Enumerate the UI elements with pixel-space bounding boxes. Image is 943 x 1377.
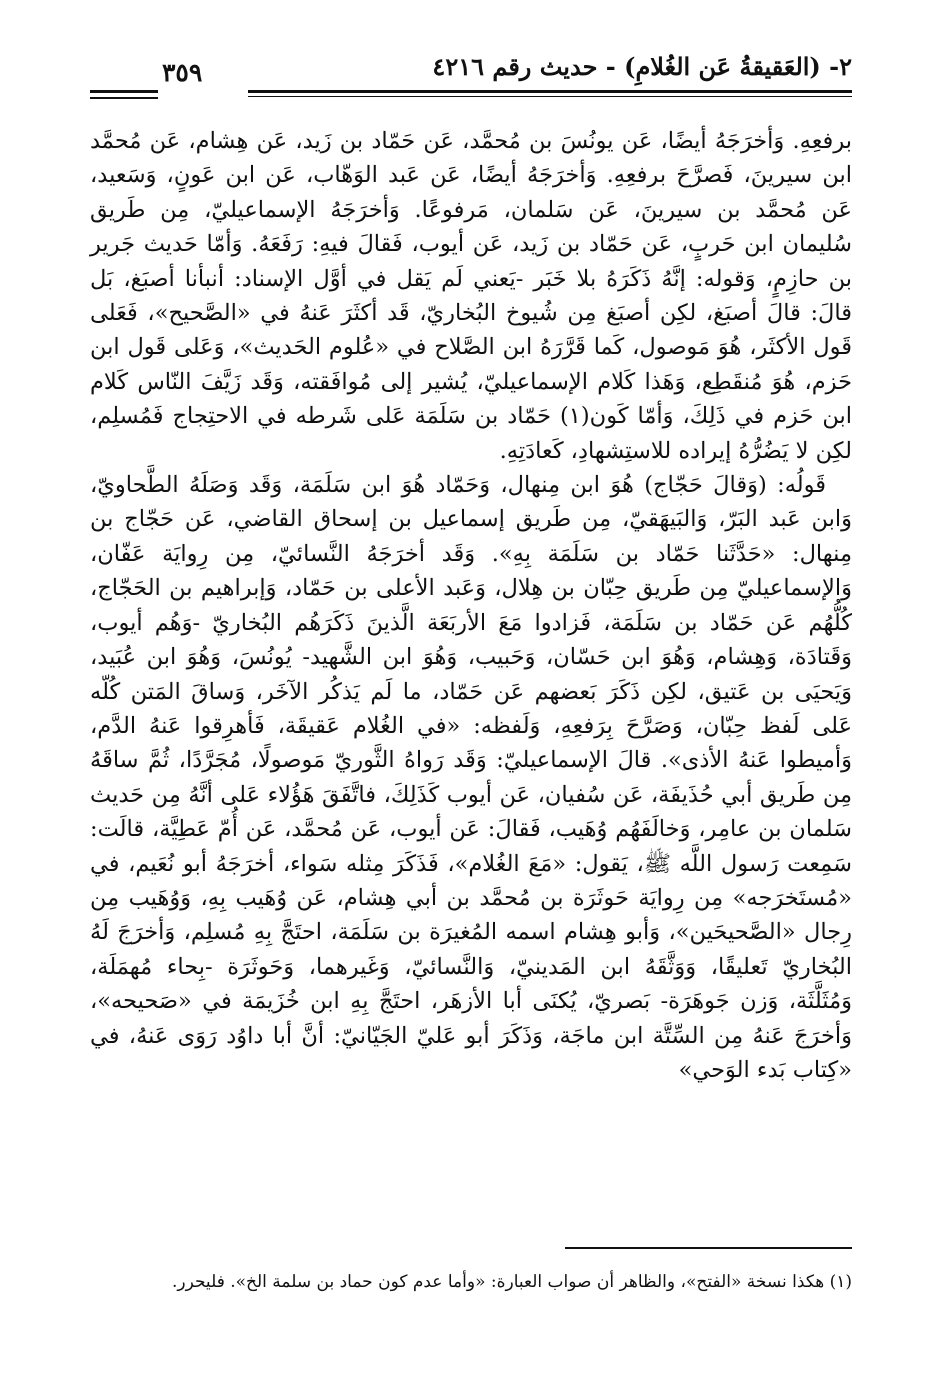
page-number-rule-bottom [90, 97, 158, 99]
page-number: ٣٥٩ [162, 58, 203, 87]
main-text [90, 124, 852, 1087]
page-header [90, 52, 852, 104]
footnote: (١) هكذا نسخة «الفتح»، والظاهر أن صواب العبارة: «وأما عدم كون حماد بن سلمة الخ». فليحرر. [171, 1272, 852, 1292]
header-rule-thick [248, 90, 852, 93]
footnote-separator [565, 1247, 852, 1249]
header-rule-thin [248, 96, 852, 97]
page-number-rule-top [90, 90, 158, 93]
running-title: ٢- (العَقيقةُ عَن الغُلامِ) - حديث رقم ٤٢١٦ [432, 52, 852, 81]
paragraph: برفعِهِ. وَأخرَجَهُ أيضًا، عَن يونُسَ بن مُحمَّد، عَن حَمّاد بن زَيد، عَن هِشام، عَن مُحمَّد ابن سيرينَ، فَصرَّحَ برفعِهِ. وَأخرَجَهُ أيضًا، عَن عَبد الوَهّاب، عَن ابن عَونٍ، وَسَعيد، عَن مُحمَّد بن سيرينَ، عَن سَلمان، مَرفوعًا. وَأخرَجَهُ الإسماعيليّ، مِن طَريق سُليمان ابن حَربٍ، عَن حَمّاد بن زَيد، عَن أيوب، فَقالَ فيهِ: رَفَعَهُ. وَأمّا حَديث جَرير بن حازِمٍ، وَقوله: إنَّهُ ذَكَرَهُ بلا خَبَر -يَعني لَم يَقل في أوَّل الإسناد: أنبأنا أصبَغ، بَل قالَ: قالَ أصبَغ، لكِن أصبَغ مِن شُيوخ البُخاريّ، قَد أكثَرَ عَنهُ في «الصَّحيح»، فَعَلى قَول الأكثَر، هُوَ مَوصول، كَما قَرَّرَهُ ابن الصَّلاح في «عُلوم الحَديث»، وَعَلى قَول ابن حَزم، هُوَ مُنقَطِع، وَهَذا كَلام الإسماعيليّ، يُشير إلى مُوافَقته، وَقَد زَيَّفَ النّاس كَلام ابن حَزم في ذَلِكَ، وَأمّا كَون(١) حَمّاد بن سَلَمَة عَلى شَرطه في الاحتِجاج فَمُسلِم، لكِن لا يَضُرُّهُ إيراده للاستِشهادِ، كَعادَتِهِ. [90, 128, 852, 464]
paragraph: قَولُه: (وَقالَ حَجّاج) هُوَ ابن مِنهال، وَحَمّاد هُوَ ابن سَلَمَة، وَقَد وَصَلَهُ الطَّحاويّ، وَابن عَبد البَرّ، وَالبَيهَقيّ، مِن طَريق إسماعيل بن إسحاق القاضي، عَن حَجّاج بن مِنهال: «حَدَّثَنا حَمّاد بن سَلَمَة بِهِ». وَقَد أخرَجَهُ النَّسائيّ، مِن رِوايَة عَفّان، وَالإسماعيليّ مِن طَريق حِبّان بن هِلال، وَعَبد الأعلى بن حَمّاد، وَإبراهيم بن الحَجّاج، كُلُّهُم عَن حَمّاد بن سَلَمَة، فَزادوا مَعَ الأربَعَة الَّذينَ ذَكَرَهُم البُخاريّ -وَهُم أيوب، وَقَتادَة، وَهِشام، وَهُوَ ابن حَسّان، وَحَبيب، وَهُوَ ابن الشَّهيد- يُونُسَ، وَهُوَ ابن عُبَيد، وَيَحيَى بن عَتيق، لكِن ذَكَرَ بَعضهم عَن حَمّاد، ما لَم يَذكُر الآخَر، وَساقَ المَتن كُلّه عَلى لَفظ حِبّان، وَصَرَّحَ بِرَفعِهِ، وَلَفظه: «في الغُلام عَقيقَة، فَأهرِقوا عَنهُ الدَّم، وَأميطوا عَنهُ الأذى». قالَ الإسماعيليّ: وَقَد رَواهُ الثَّوريّ مَوصولًا، مُجَرَّدًا، ثُمَّ ساقَهُ مِن طَريق أبي حُذَيفَة، عَن سُفيان، عَن أيوب كَذَلِكَ، فاتَّفَقَ هَؤُلاء عَلى أنَّهُ مِن حَديث سَلمان بن عامِر، وَخالَفَهُم وُهَيب، فَقالَ: عَن أيوب، عَن مُحمَّد، عَن أُمّ عَطِيَّة، قالَت: سَمِعت رَسول اللَّه ﷺ، يَقول: «مَعَ الغُلام»، فَذَكَرَ مِثله سَواء، أخرَجَهُ أبو نُعَيم، في «مُستَخرَجه» مِن رِوايَة حَوثَرَة بن مُحمَّد بن أبي هِشام، عَن وُهَيب بِهِ، وَوُهَيب مِن رِجال «الصَّحيحَين»، وَأبو هِشام اسمه المُغيرَة بن سَلَمَة، احتَجَّ بِهِ مُسلِم، وَأخرَجَ لَهُ البُخاريّ تَعليقًا، وَوَثَّقَهُ ابن المَدينيّ، وَالنَّسائيّ، وَغَيرهما، وَحَوثَرَة -بِحاء مُهمَلَة، وَمُثَلَّثَة، وَزن جَوهَرَة- بَصريّ، يُكنَى أبا الأزهَر، احتَجَّ بِهِ ابن خُزَيمَة في «صَحيحه»، وَأخرَجَ عَنهُ مِن السِّتَّة ابن ماجَة، وَذَكَرَ أبو عَليّ الجَيّانيّ: أنَّ أبا داوُد رَوَى عَنهُ، في «كِتاب بَدء الوَحي» [90, 472, 852, 1083]
